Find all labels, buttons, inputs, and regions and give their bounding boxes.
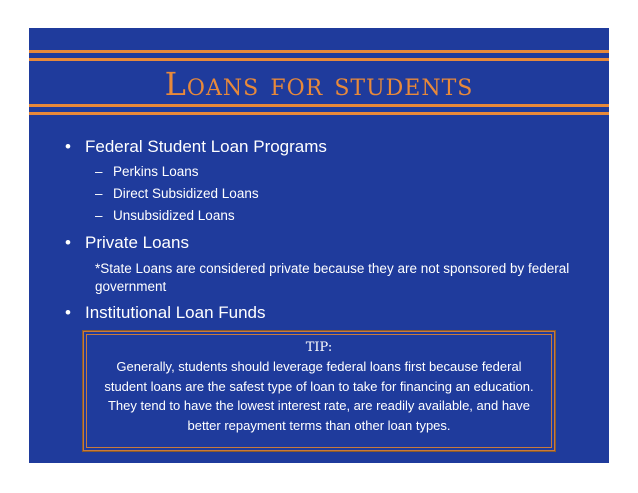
- tip-body: Generally, students should leverage federal loans first because federal student loans are the safest type of loan to take for financing an education. They tend to have the lowest interest rate, are readily available, and have better repayment terms than other loan types.: [104, 359, 534, 433]
- subitem-label: Perkins Loans: [113, 164, 199, 179]
- dash: –: [95, 186, 103, 201]
- bullet-label: Federal Student Loan Programs: [85, 137, 327, 156]
- subitem-label: Unsubsidized Loans: [113, 208, 235, 223]
- bullet-dot: •: [65, 303, 71, 322]
- bullet-dot: •: [65, 137, 71, 156]
- bullet-label: Private Loans: [85, 233, 189, 252]
- subitem-label: Direct Subsidized Loans: [113, 186, 259, 201]
- subitem-direct-subsidized: [95, 185, 259, 203]
- bullet-federal-loans: [65, 136, 327, 158]
- dash: –: [95, 164, 103, 179]
- private-loans-note: *State Loans are considered private because they are not sponsored by federal government: [95, 261, 570, 294]
- bullet-private-loans: [65, 232, 189, 254]
- slide-content: [29, 28, 609, 463]
- subitem-perkins: [95, 163, 199, 181]
- dash: –: [95, 208, 103, 223]
- bullet-dot: •: [65, 233, 71, 252]
- bullet-institutional-funds: [65, 302, 266, 324]
- slide-title: Loans for students: [164, 65, 474, 103]
- slide: [29, 28, 609, 463]
- tip-title: TIP:: [305, 340, 333, 355]
- tip-box: [83, 331, 555, 451]
- bullet-label: Institutional Loan Funds: [85, 303, 266, 322]
- subitem-unsubsidized: [95, 207, 235, 225]
